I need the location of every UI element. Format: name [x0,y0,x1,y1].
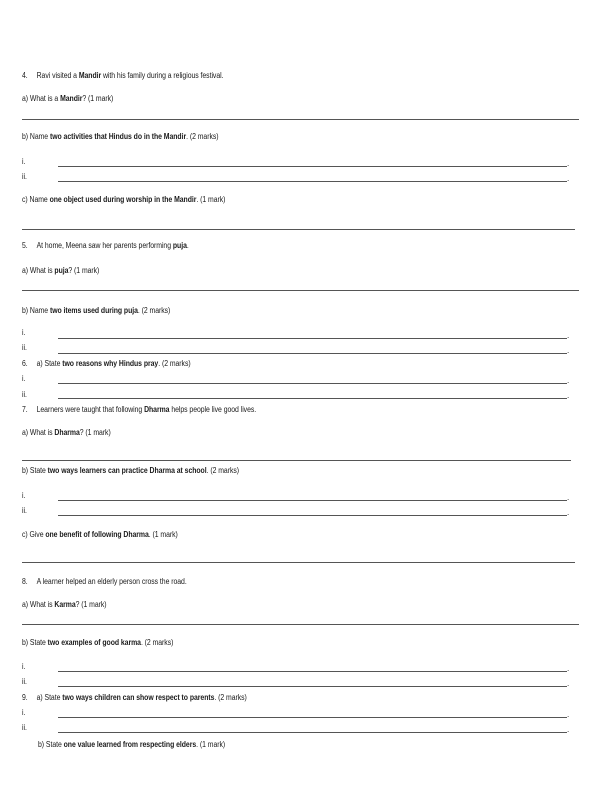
q7c-prompt: c) Give one benefit of following Dharma. (1 mark) [22,530,178,539]
q9a-item-i-period: . [567,710,570,719]
q9a-item-ii-line[interactable] [58,732,567,733]
q7b-item-i-line[interactable] [58,500,567,501]
q4c-prompt: c) Name one object used during worship in the Mandir. (1 mark) [22,195,226,204]
q5a-prompt: a) What is puja? (1 mark) [22,266,100,275]
q7b-prompt: b) State two ways learners can practice Dharma at school. (2 marks) [22,466,240,475]
q9a-item-ii-period: . [567,725,570,734]
q5b-item-ii-line[interactable] [58,353,567,354]
q5b-item-i-line[interactable] [58,338,567,339]
q8b-item-ii-period: . [567,679,570,688]
q4b-item-ii-label: ii. [22,172,27,181]
q8b-item-i-period: . [567,664,570,673]
q7a-prompt: a) What is Dharma? (1 mark) [22,428,111,437]
q6a-item-i-line[interactable] [58,383,567,384]
q7b-item-ii-line[interactable] [58,515,567,516]
q4c-answer-line[interactable] [22,229,575,230]
q8b-item-ii-label: ii. [22,677,27,686]
q6a-prompt: 6. a) State two reasons why Hindus pray. (2 marks) [22,359,191,368]
q6a-item-ii-line[interactable] [58,398,567,399]
q6a-item-i-period: . [567,376,570,385]
q8a-answer-line[interactable] [22,624,579,625]
q4b-prompt: b) Name two activities that Hindus do in the Mandir. (2 marks) [22,132,219,141]
q7c-answer-line[interactable] [22,562,575,563]
q4a-prompt: a) What is a Mandir? (1 mark) [22,94,114,103]
q4-stem: 4. Ravi visited a Mandir with his family during a religious festival. [22,71,224,80]
q8a-prompt: a) What is Karma? (1 mark) [22,600,107,609]
q6a-item-ii-label: ii. [22,390,27,399]
q7a-answer-line[interactable] [22,460,571,461]
q5b-prompt: b) Name two items used during puja. (2 marks) [22,306,171,315]
q5a-answer-line[interactable] [22,290,579,291]
q7b-item-i-period: . [567,493,570,502]
q4b-item-i-line[interactable] [58,166,567,167]
q9a-prompt: 9. a) State two ways children can show respect to parents. (2 marks) [22,693,247,702]
q5b-item-ii-period: . [567,346,570,355]
q8-stem: 8. A learner helped an elderly person cross the road. [22,577,187,586]
q4a-answer-line[interactable] [22,119,579,120]
q4b-item-i-period: . [567,159,570,168]
q9a-item-i-label: i. [22,708,26,717]
q8b-item-ii-line[interactable] [58,686,567,687]
q8b-item-i-label: i. [22,662,26,671]
q9a-item-ii-label: ii. [22,723,27,732]
q4b-item-ii-line[interactable] [58,181,567,182]
q7b-item-ii-label: ii. [22,506,27,515]
q5-stem: 5. At home, Meena saw her parents performing puja. [22,241,189,250]
q6a-item-ii-period: . [567,391,570,400]
q7b-item-i-label: i. [22,491,26,500]
q7-stem: 7. Learners were taught that following Dharma helps people live good lives. [22,405,257,414]
q5b-item-ii-label: ii. [22,343,27,352]
q6a-item-i-label: i. [22,374,26,383]
q8b-item-i-line[interactable] [58,671,567,672]
q4b-item-i-label: i. [22,157,26,166]
q9a-item-i-line[interactable] [58,717,567,718]
q7b-item-ii-period: . [567,508,570,517]
q4b-item-ii-period: . [567,174,570,183]
q8b-prompt: b) State two examples of good karma. (2 marks) [22,638,174,647]
q5b-item-i-period: . [567,331,570,340]
q9b-prompt: b) State one value learned from respecting elders. (1 mark) [38,740,226,749]
q5b-item-i-label: i. [22,328,26,337]
